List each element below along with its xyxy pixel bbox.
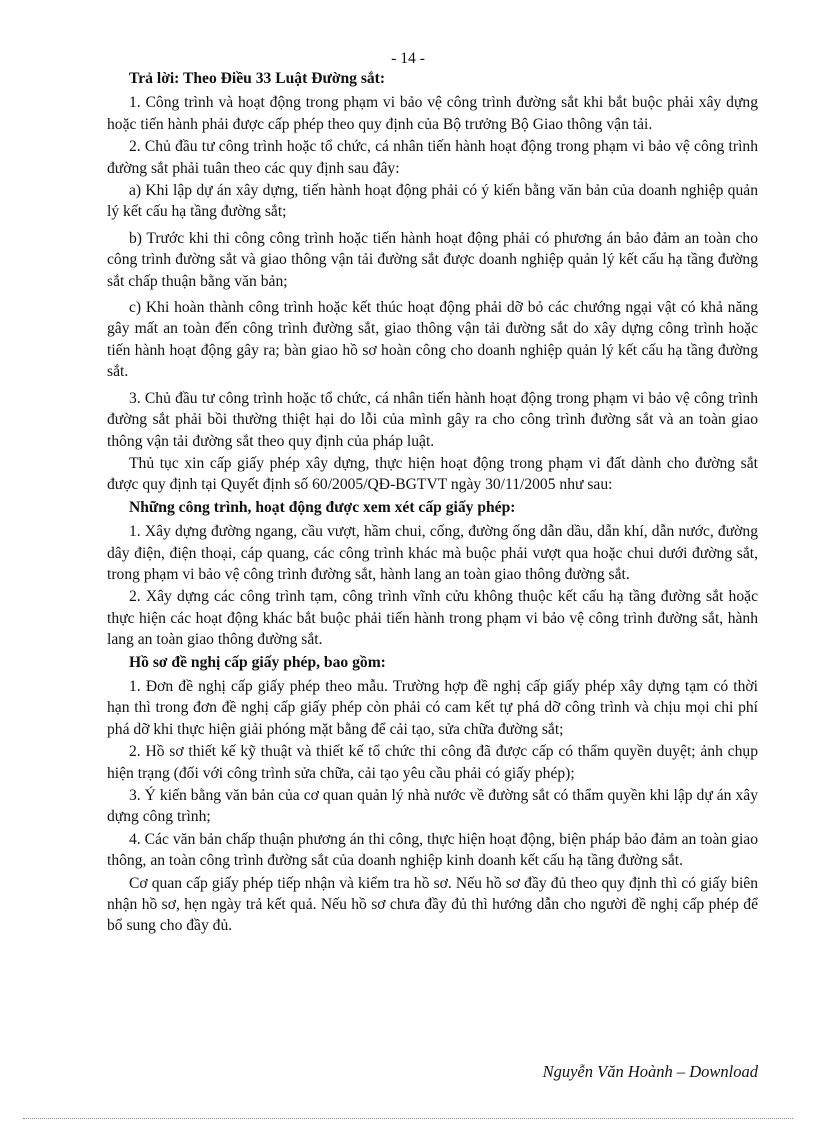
paragraph-clause-3: 3. Chủ đầu tư công trình hoặc tổ chức, cá nhân tiến hành hoạt động trong phạm vi bảo vệ công trình đường sắt phải bồi thường thiệt hại do lỗi của mình gây ra cho công trình đường sắt và an toàn giao thông vận tải đường sắt theo quy định của pháp luật. — [107, 389, 758, 450]
paragraph-works-1: 1. Xây dựng đường ngang, cầu vượt, hầm chui, cống, đường ống dẫn dầu, dẫn khí, dẫn nước, đường dây điện, điện thoại, cáp quang, các công trình khác mà buộc phải vượt qua hoặc chui dưới đường sắt, trong phạm vi bảo vệ công trình đường sắt, hành lang an toàn giao thông đường sắt. — [107, 523, 758, 583]
paragraph-closing: Cơ quan cấp giấy phép tiếp nhận và kiểm tra hồ sơ. Nếu hồ sơ đầy đủ theo quy định thì có giấy biên nhận hồ sơ, hẹn ngày trả kết quả. Nếu hồ sơ chưa đầy đủ thì hướng dẫn cho người đề nghị cấp phép để bổ sung cho đầy đủ. — [107, 874, 758, 935]
paragraph-clause-1: 1. Công trình và hoạt động trong phạm vi bảo vệ công trình đường sắt khi bắt buộc phải xây dựng hoặc tiến hành phải được cấp phép theo quy định của Bộ trưởng Bộ Giao thông vận tải. — [107, 94, 758, 133]
paragraph-clause-2: 2. Chủ đầu tư công trình hoặc tổ chức, cá nhân tiến hành hoạt động trong phạm vi bảo vệ công trình đường sắt phải tuân theo các quy định sau đây: — [107, 138, 758, 177]
paragraph-docs-2: 2. Hồ sơ thiết kế kỹ thuật và thiết kế tổ chức thi công đã được cấp có thẩm quyền duyệt; ảnh chụp hiện trạng (đối với công trình sửa chữa, cải tạo yêu cầu phải có giấy phép); — [107, 743, 758, 782]
paragraph-item-c: c) Khi hoàn thành công trình hoặc kết thúc hoạt động phải dỡ bỏ các chướng ngại vật có khả năng gây mất an toàn đến công trình đường sắt, giao thông vận tải đường sắt do xây dựng công trình hoặc tiến hành hoạt động gây ra; bàn giao hồ sơ hoàn công cho doanh nghiệp quản lý kết cấu hạ tầng đường sắt. — [107, 299, 758, 381]
paragraph-item-a: a) Khi lập dự án xây dựng, tiến hành hoạt động phải có ý kiến bằng văn bản của doanh nghiệp quản lý kết cấu hạ tầng đường sắt; — [107, 182, 758, 221]
footer-divider — [23, 1118, 793, 1119]
footer-author: Nguyễn Văn Hoành – Download — [542, 1062, 758, 1081]
paragraph-item-b: b) Trước khi thi công công trình hoặc tiến hành hoạt động phải có phương án bảo đảm an toàn cho công trình đường sắt và giao thông vận tải đường sắt được doanh nghiệp quản lý kết cấu hạ tầng đường sắt chấp thuận bằng văn bản; — [107, 229, 758, 290]
heading-application-docs: Hồ sơ đề nghị cấp giấy phép, bao gồm: — [129, 653, 386, 671]
page-number: - 14 - — [391, 50, 425, 67]
paragraph-docs-1: 1. Đơn đề nghị cấp giấy phép theo mẫu. Trường hợp đề nghị cấp giấy phép xây dựng tạm có thời hạn thì trong đơn đề nghị cấp giấy phép còn phải có cam kết tự phá dỡ công trình và chịu mọi chi phí phá dỡ khi thực hiện giải phóng mặt bằng để cải tạo, sửa chữa đường sắt; — [107, 677, 758, 738]
paragraph-docs-3: 3. Ý kiến bằng văn bản của cơ quan quản lý nhà nước về đường sắt có thẩm quyền khi lập dự án xây dựng công trình; — [107, 787, 758, 826]
paragraph-procedure-intro: Thủ tục xin cấp giấy phép xây dựng, thực hiện hoạt động trong phạm vi đất dành cho đường sắt được quy định tại Quyết định số 60/2005/QĐ-BGTVT ngày 30/11/2005 như sau: — [107, 454, 758, 494]
paragraph-docs-4: 4. Các văn bản chấp thuận phương án thi công, thực hiện hoạt động, biện pháp bảo đảm an toàn giao thông, an toàn công trình đường sắt của doanh nghiệp kinh doanh kết cấu hạ tầng đường sắt. — [107, 830, 758, 870]
answer-heading: Trả lời: Theo Điều 33 Luật Đường sắt: — [129, 70, 386, 87]
document-body — [107, 68, 758, 938]
heading-eligible-works: Những công trình, hoạt động được xem xét cấp giấy phép: — [129, 498, 516, 516]
paragraph-works-2: 2. Xây dựng các công trình tạm, công trình vĩnh cửu không thuộc kết cấu hạ tầng đường sắt hoặc thực hiện các hoạt động khác bắt buộc phải tiến hành trong phạm vi bảo vệ công trình đường sắt, hành lang an toàn giao thông đường sắt. — [107, 588, 758, 649]
